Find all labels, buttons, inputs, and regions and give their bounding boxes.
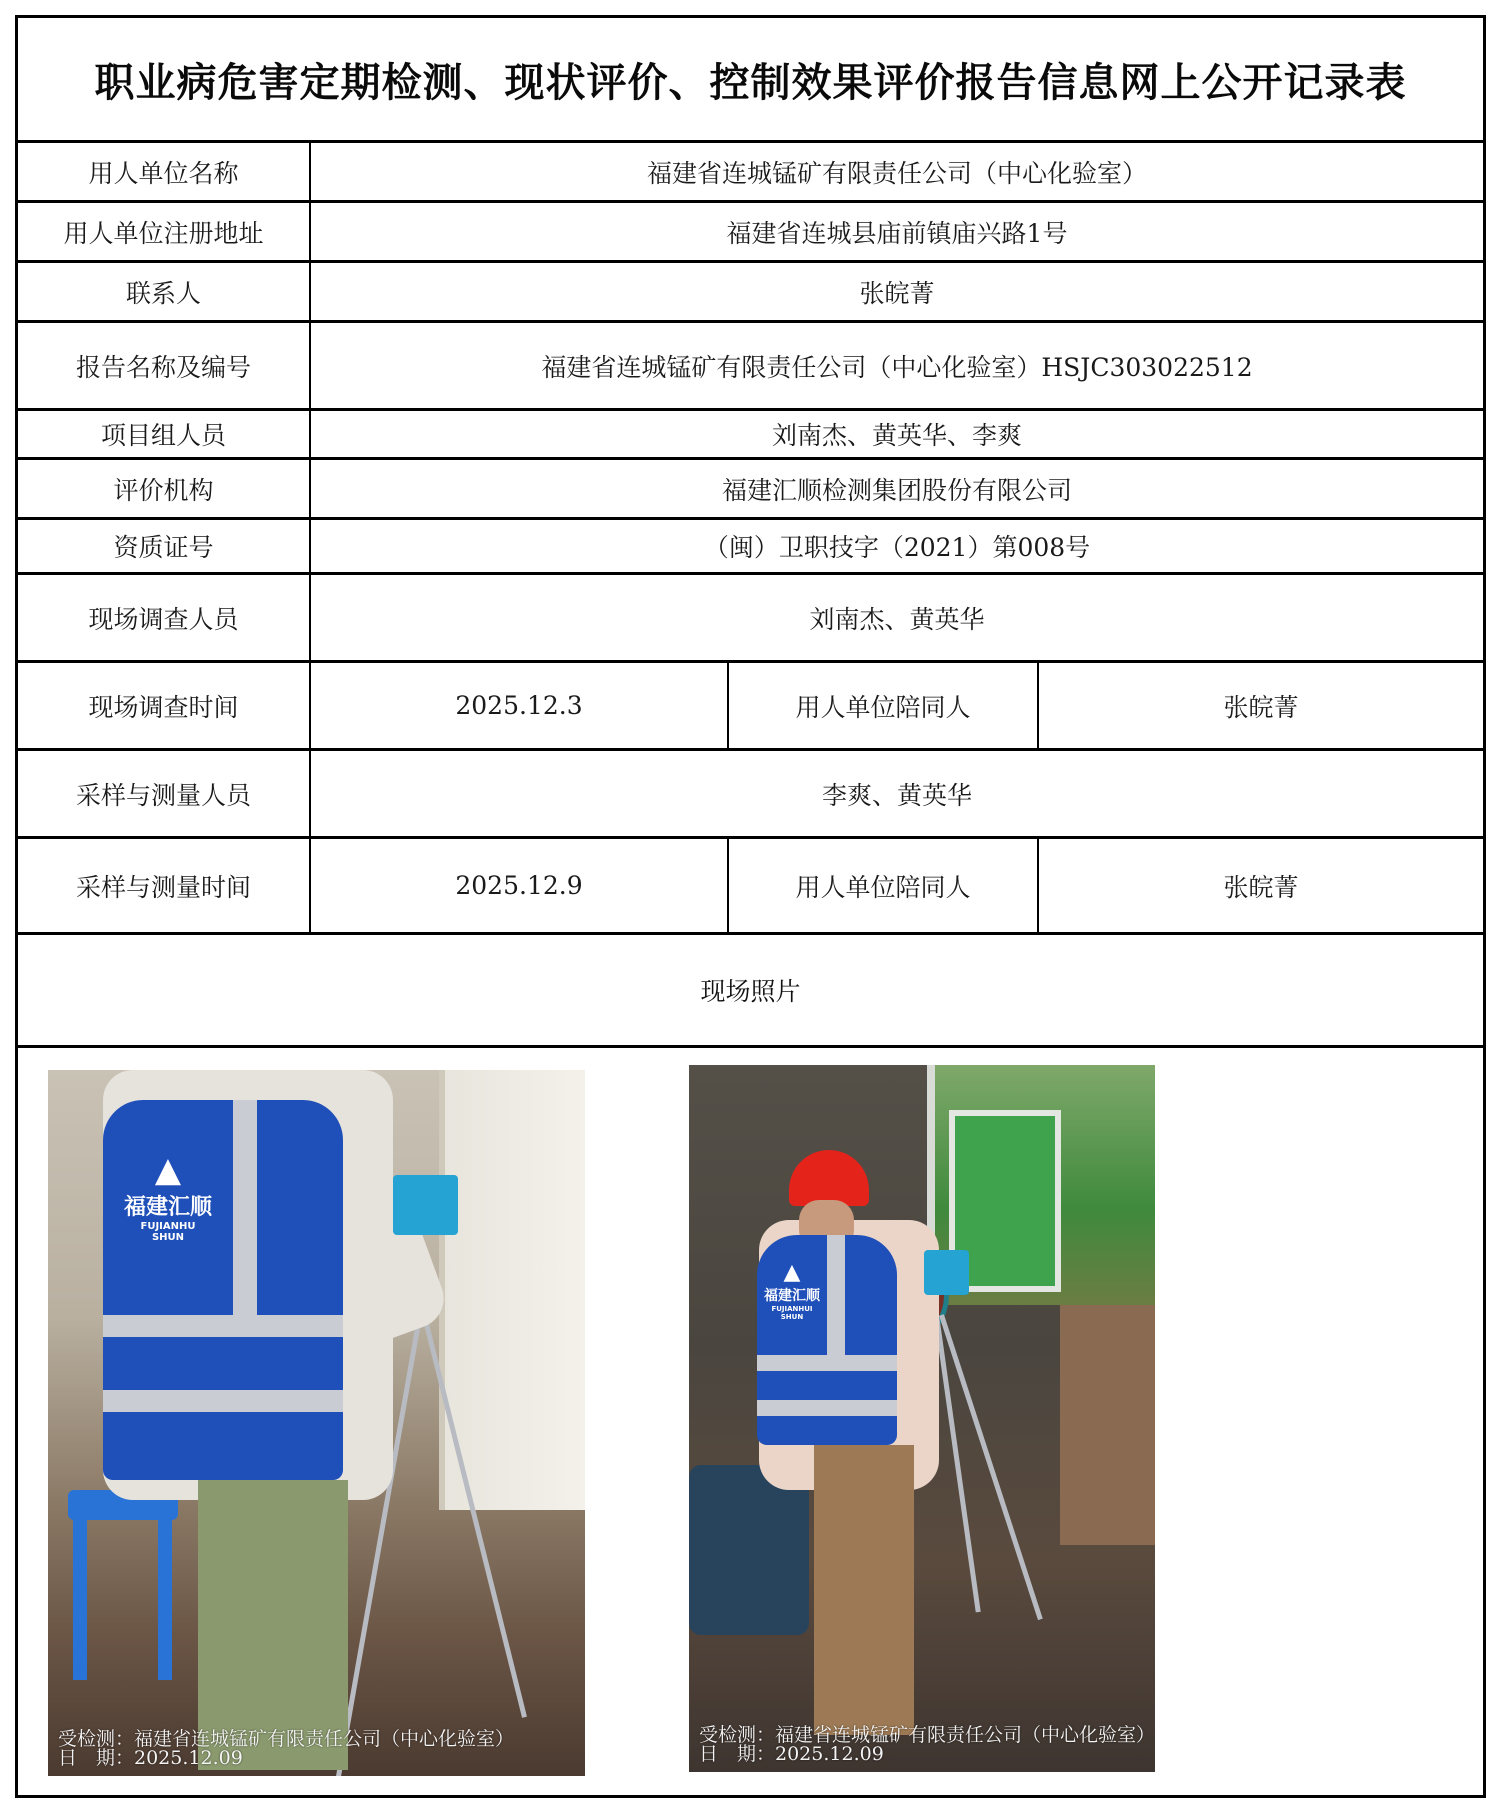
survey-staff-label: 现场调查人员	[18, 575, 311, 660]
safety-vest	[757, 1235, 897, 1445]
survey-staff-value: 刘南杰、黄英华	[809, 604, 985, 634]
site-photo-2	[689, 1065, 1155, 1772]
employer-name-label: 用人单位名称	[18, 143, 311, 200]
report-name-label: 报告名称及编号	[18, 323, 311, 408]
row-project-team	[18, 411, 1483, 460]
vest-reflective-stripe	[233, 1100, 257, 1328]
row-registered-address	[18, 203, 1483, 263]
qualification-label: 资质证号	[18, 520, 311, 572]
cabinet	[1060, 1305, 1155, 1545]
survey-time-label: 现场调查时间	[18, 663, 311, 748]
safety-helmet	[789, 1150, 869, 1206]
measuring-device	[393, 1175, 458, 1235]
qualification-value: （闽）卫职技字（2021）第008号	[703, 533, 1091, 562]
pants	[198, 1480, 348, 1770]
row-survey-time	[18, 663, 1483, 751]
site-photo-1	[48, 1070, 585, 1776]
machine	[689, 1465, 809, 1635]
stool-leg	[73, 1520, 87, 1680]
photos-section	[18, 1045, 1483, 1795]
record-table	[15, 15, 1486, 1798]
sampling-companion-value: 张皖菁	[1223, 872, 1299, 902]
company-logo: ▲ 福建汇顺 FUJIANHU SHUN	[123, 1150, 212, 1243]
registered-address-label: 用人单位注册地址	[18, 203, 311, 260]
project-team-value: 刘南杰、黄英华、李爽	[771, 421, 1022, 450]
row-report-name	[18, 323, 1483, 411]
survey-companion-value: 张皖菁	[1223, 692, 1299, 722]
photo-caption: 受检测：福建省连城锰矿有限责任公司（中心化验室） 日 期：2025.12.09	[58, 1728, 515, 1769]
photos-header-row	[18, 935, 1483, 1048]
title-row	[18, 18, 1483, 143]
safety-vest	[103, 1100, 343, 1480]
sampling-time-label: 采样与测量时间	[18, 839, 311, 932]
vest-reflective-stripe	[757, 1400, 897, 1416]
stool-leg	[158, 1520, 172, 1680]
logo-icon: ▲	[154, 1150, 182, 1190]
measuring-device	[924, 1250, 969, 1295]
logo-icon: ▲	[783, 1260, 801, 1285]
contact-label: 联系人	[18, 263, 311, 320]
evaluation-agency-value: 福建汇顺检测集团股份有限公司	[721, 475, 1072, 505]
page-title: 职业病危害定期检测、现状评价、控制效果评价报告信息网上公开记录表	[94, 58, 1407, 106]
vest-reflective-stripe	[103, 1390, 343, 1412]
survey-companion-label: 用人单位陪同人	[729, 663, 1039, 748]
row-sampling-time	[18, 839, 1483, 935]
survey-time-value: 2025.12.3	[311, 663, 729, 748]
sampling-time-value: 2025.12.9	[311, 839, 729, 932]
row-evaluation-agency	[18, 460, 1483, 520]
row-sampling-staff	[18, 751, 1483, 839]
employer-name-value: 福建省连城锰矿有限责任公司（中心化验室）	[646, 158, 1147, 188]
row-contact	[18, 263, 1483, 323]
evaluation-agency-label: 评价机构	[18, 460, 311, 517]
sampling-companion-label: 用人单位陪同人	[729, 839, 1039, 932]
vest-reflective-stripe	[827, 1235, 845, 1361]
pants	[814, 1445, 914, 1735]
sampling-staff-label: 采样与测量人员	[18, 751, 311, 836]
sampling-staff-value: 李爽、黄英华	[821, 780, 972, 810]
row-employer-name	[18, 143, 1483, 203]
vest-reflective-stripe	[103, 1315, 343, 1337]
registered-address-value: 福建省连城县庙前镇庙兴路1号	[726, 218, 1068, 248]
photo-caption: 受检测：福建省连城锰矿有限责任公司（中心化验室） 日 期：2025.12.09	[699, 1724, 1155, 1765]
project-team-label: 项目组人员	[18, 411, 311, 457]
photos-header: 现场照片	[700, 977, 801, 1006]
door	[439, 1070, 585, 1510]
row-qualification	[18, 520, 1483, 575]
report-name-value: 福建省连城锰矿有限责任公司（中心化验室）HSJC303022512	[541, 352, 1253, 382]
vest-reflective-stripe	[757, 1355, 897, 1371]
company-logo: ▲ 福建汇顺 FUJIANHUI SHUN	[764, 1260, 820, 1321]
row-survey-staff	[18, 575, 1483, 663]
contact-value: 张皖菁	[859, 278, 935, 308]
